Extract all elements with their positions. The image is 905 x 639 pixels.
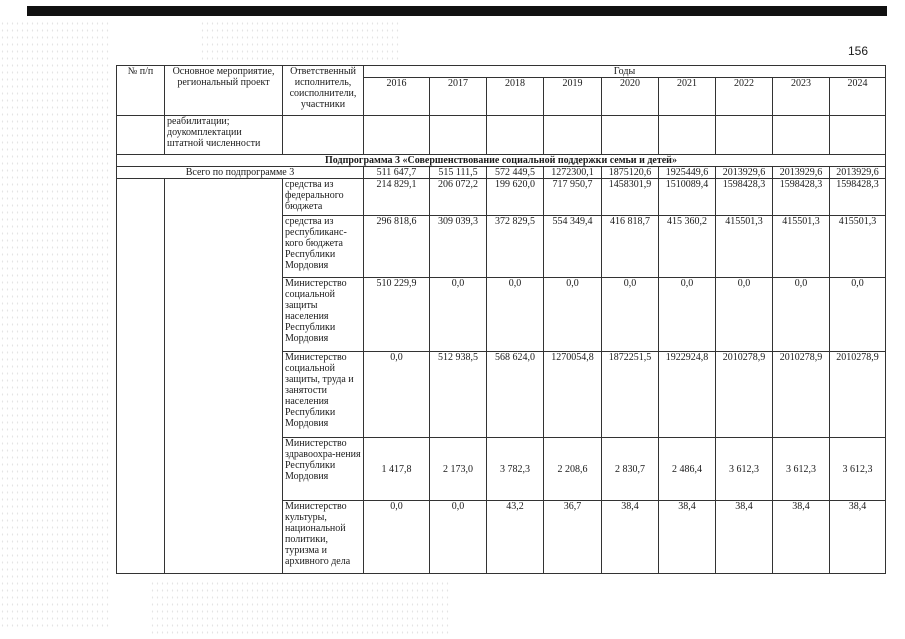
value-cell: 1270054,8 [544,352,602,438]
value-cell: 214 829,1 [364,179,430,216]
cell [544,116,602,155]
total-value: 2013929,6 [830,167,886,179]
source-cell: Министерство здравоохра-нения Республики Мордовия [283,438,364,501]
value-cell: 1458301,9 [602,179,659,216]
header-responsible: Ответственный исполнитель, соисполнители, участники [283,66,364,116]
cell [659,116,716,155]
value-cell: 0,0 [364,501,430,574]
header-year: 2016 [364,78,430,116]
value-cell: 2 208,6 [544,438,602,501]
value-cell: 2010278,9 [773,352,830,438]
cell [283,116,364,155]
value-cell: 0,0 [364,352,430,438]
value-cell: 1922924,8 [659,352,716,438]
value-cell: 296 818,6 [364,216,430,278]
cell [117,116,165,155]
value-cell: 0,0 [602,278,659,352]
value-cell: 0,0 [487,278,544,352]
total-value: 2013929,6 [716,167,773,179]
value-cell: 510 229,9 [364,278,430,352]
scan-noise-bottom [150,580,450,635]
cell [487,116,544,155]
cell-event [165,179,283,574]
header-year: 2020 [602,78,659,116]
value-cell: 0,0 [773,278,830,352]
value-cell: 512 938,5 [430,352,487,438]
table-row [117,116,886,155]
value-cell: 568 624,0 [487,352,544,438]
header-year: 2017 [430,78,487,116]
budget-table [116,65,886,574]
source-cell: средства из федерального бюджета [283,179,364,216]
scan-noise-top [200,20,400,60]
value-cell: 0,0 [659,278,716,352]
page-number: 156 [848,44,869,58]
header-year: 2019 [544,78,602,116]
value-cell: 0,0 [544,278,602,352]
total-value: 1875120,6 [602,167,659,179]
value-cell: 2010278,9 [716,352,773,438]
header-year: 2023 [773,78,830,116]
header-year: 2022 [716,78,773,116]
value-cell: 415 360,2 [659,216,716,278]
source-cell: средства из республиканс-кого бюджета Республики Мордовия [283,216,364,278]
subprogram-title: Подпрограмма 3 «Совершенствование социальной поддержки семьи и детей» [117,155,886,167]
header-num: № п/п [117,66,165,116]
header-event: Основное мероприятие, региональный проект [165,66,283,116]
scan-noise-left [0,20,110,630]
source-cell: Министерство социальной защиты населения Республики Мордовия [283,278,364,352]
value-cell: 3 782,3 [487,438,544,501]
total-value: 1925449,6 [659,167,716,179]
value-cell: 3 612,3 [716,438,773,501]
cell-num [117,179,165,574]
value-cell: 0,0 [830,278,886,352]
source-cell: Министерство социальной защиты, труда и занятости населения Республики Мордовия [283,352,364,438]
cell [364,116,430,155]
value-cell: 1598428,3 [773,179,830,216]
value-cell: 199 620,0 [487,179,544,216]
value-cell: 2 173,0 [430,438,487,501]
cell [830,116,886,155]
value-cell: 38,4 [716,501,773,574]
header-year: 2021 [659,78,716,116]
cell [716,116,773,155]
total-value: 511 647,7 [364,167,430,179]
total-value: 2013929,6 [773,167,830,179]
value-cell: 717 950,7 [544,179,602,216]
value-cell: 1510089,4 [659,179,716,216]
value-cell: 1 417,8 [364,438,430,501]
value-cell: 1598428,3 [716,179,773,216]
value-cell: 1872251,5 [602,352,659,438]
value-cell: 416 818,7 [602,216,659,278]
value-cell: 3 612,3 [830,438,886,501]
value-cell: 372 829,5 [487,216,544,278]
value-cell: 2010278,9 [830,352,886,438]
value-cell: 43,2 [487,501,544,574]
header-year: 2024 [830,78,886,116]
table-row [117,179,886,216]
cell [602,116,659,155]
value-cell: 415501,3 [830,216,886,278]
scan-top-border [27,6,887,16]
cell [773,116,830,155]
value-cell: 2 830,7 [602,438,659,501]
value-cell: 36,7 [544,501,602,574]
value-cell: 415501,3 [773,216,830,278]
total-label: Всего по подпрограмме 3 [117,167,364,179]
value-cell: 38,4 [602,501,659,574]
continuation-text: реабилитации; доукомплектации штатной численности [165,116,283,155]
value-cell: 38,4 [659,501,716,574]
value-cell: 206 072,2 [430,179,487,216]
source-cell: Министерство культуры, национальной политики, туризма и архивного дела [283,501,364,574]
value-cell: 38,4 [773,501,830,574]
header-years: Годы [364,66,886,78]
header-year: 2018 [487,78,544,116]
total-value: 572 449,5 [487,167,544,179]
cell [430,116,487,155]
value-cell: 309 039,3 [430,216,487,278]
value-cell: 0,0 [430,278,487,352]
value-cell: 554 349,4 [544,216,602,278]
value-cell: 415501,3 [716,216,773,278]
table-row-total [117,167,886,179]
value-cell: 3 612,3 [773,438,830,501]
value-cell: 38,4 [830,501,886,574]
total-value: 515 111,5 [430,167,487,179]
total-value: 1272300,1 [544,167,602,179]
value-cell: 2 486,4 [659,438,716,501]
value-cell: 0,0 [716,278,773,352]
value-cell: 0,0 [430,501,487,574]
value-cell: 1598428,3 [830,179,886,216]
